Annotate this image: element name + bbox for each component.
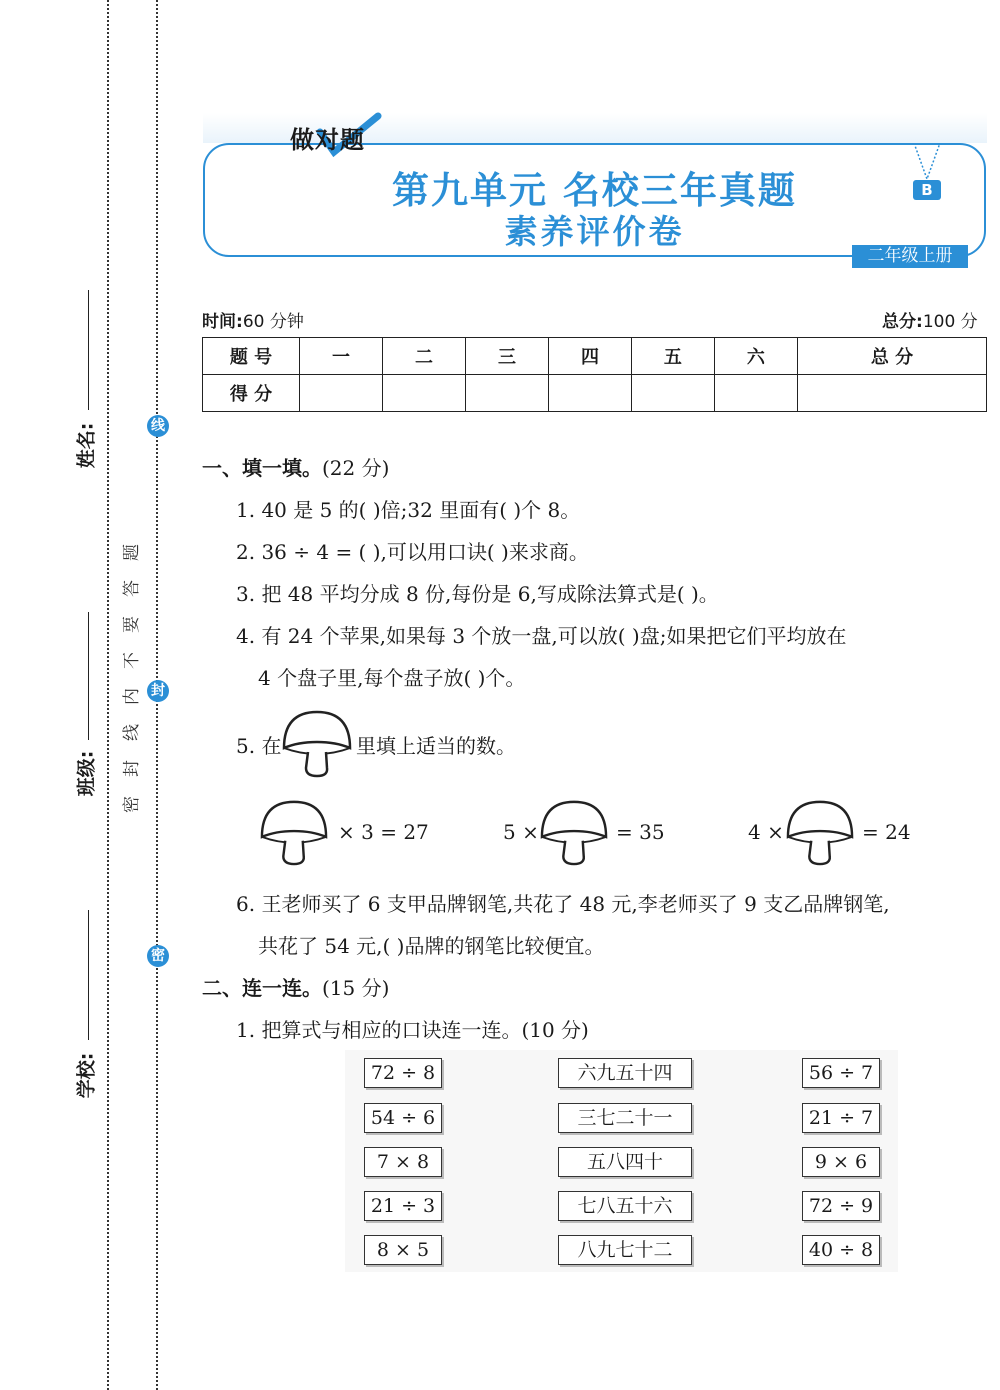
rhyme-box[interactable]: 六九五十四 [558, 1058, 692, 1088]
total-info [882, 307, 978, 332]
table-cell: 六 [714, 338, 797, 375]
right-expression-box[interactable]: 21 ÷ 7 [802, 1103, 880, 1133]
warning-char: 密 [121, 796, 142, 813]
question-2-1: 1. 把算式与相应的口诀连一连。(10 分) [236, 1018, 589, 1042]
binding-dotted-line-outer [107, 0, 109, 1390]
mushroom-answer-box[interactable] [258, 798, 330, 866]
warning-char: 线 [121, 724, 142, 741]
question-1-4-cont: 4 个盘子里,每个盘子放( )个。 [258, 666, 526, 690]
total-value: 100 分 [922, 312, 978, 332]
score-header-row [203, 338, 987, 375]
question-1-5-suffix: 里填上适当的数。 [356, 734, 516, 758]
question-1-2: 2. 36 ÷ 4 = ( ),可以用口诀( )来求商。 [236, 540, 589, 564]
score-cell[interactable] [465, 375, 548, 412]
question-1-5-prefix: 5. 在 [236, 734, 282, 758]
section-1-title: 一、填一填。 [202, 456, 322, 480]
page-subtitle: 素养评价卷 [504, 212, 685, 251]
time-value: 60 分钟 [242, 312, 304, 332]
section-1-heading [202, 452, 389, 481]
right-expression-box[interactable]: 9 × 6 [802, 1147, 880, 1177]
score-row [203, 375, 987, 412]
left-expression-box[interactable]: 72 ÷ 8 [364, 1058, 442, 1088]
warning-char: 内 [121, 688, 142, 705]
time-label: 时间: [202, 312, 243, 332]
school-label: 学校: [75, 1052, 98, 1099]
score-cell[interactable] [548, 375, 631, 412]
right-expression-box[interactable]: 72 ÷ 9 [802, 1191, 880, 1221]
school-field[interactable] [88, 910, 89, 1040]
right-expression-box[interactable]: 56 ÷ 7 [802, 1058, 880, 1088]
question-1-3: 3. 把 48 平均分成 8 份,每份是 6,写成除法算式是( )。 [236, 582, 719, 606]
equation-1: × 3 = 27 [338, 820, 429, 844]
table-cell: 题 号 [203, 338, 300, 375]
score-cell[interactable] [382, 375, 465, 412]
warning-char: 不 [121, 652, 142, 669]
page-title: 第九单元 名校三年真题 [392, 169, 797, 212]
score-table [202, 337, 987, 412]
equation-2-prefix: 5 × [503, 820, 539, 844]
table-cell: 五 [631, 338, 714, 375]
mushroom-icon [280, 708, 354, 778]
equation-3-prefix: 4 × [748, 820, 784, 844]
time-info [202, 307, 304, 332]
warning-char: 要 [121, 616, 142, 633]
score-cell[interactable] [631, 375, 714, 412]
table-cell: 四 [548, 338, 631, 375]
question-1-1: 1. 40 是 5 的( )倍;32 里面有( )个 8。 [236, 498, 581, 522]
mushroom-answer-box[interactable] [784, 798, 856, 866]
brand-logo: 做对题 [290, 126, 365, 154]
left-expression-box[interactable]: 7 × 8 [364, 1147, 442, 1177]
rhyme-box[interactable]: 三七二十一 [558, 1103, 692, 1133]
question-1-4: 4. 有 24 个苹果,如果每 3 个放一盘,可以放( )盘;如果把它们平均放在 [236, 624, 847, 648]
left-expression-box[interactable]: 54 ÷ 6 [364, 1103, 442, 1133]
equation-2-suffix: = 35 [616, 820, 665, 844]
name-field[interactable] [88, 290, 89, 410]
binding-warning [116, 540, 142, 817]
class-field[interactable] [88, 612, 89, 740]
version-badge: B [913, 180, 941, 200]
score-cell[interactable] [714, 375, 797, 412]
score-cell[interactable] [797, 375, 986, 412]
name-label: 姓名: [75, 422, 98, 469]
warning-char: 题 [121, 544, 142, 561]
left-expression-box[interactable]: 8 × 5 [364, 1235, 442, 1265]
table-cell: 一 [300, 338, 383, 375]
badge-hanger-icon [910, 143, 944, 181]
section-1-points: (22 分) [322, 456, 390, 480]
table-cell: 二 [382, 338, 465, 375]
rhyme-box[interactable]: 八九七十二 [558, 1235, 692, 1265]
grade-tab: 二年级上册 [852, 245, 968, 268]
seal-feng-icon: 封 [147, 680, 169, 702]
seal-line-icon: 线 [147, 415, 169, 437]
rhyme-box[interactable]: 七八五十六 [558, 1191, 692, 1221]
section-2-heading [202, 972, 389, 1001]
left-expression-box[interactable]: 21 ÷ 3 [364, 1191, 442, 1221]
warning-char: 答 [121, 580, 142, 597]
table-cell: 三 [465, 338, 548, 375]
table-cell: 得 分 [203, 375, 300, 412]
warning-char: 封 [121, 760, 142, 777]
right-expression-box[interactable]: 40 ÷ 8 [802, 1235, 880, 1265]
section-2-title: 二、连一连。 [202, 976, 322, 1000]
class-label: 班级: [75, 750, 98, 797]
mushroom-answer-box[interactable] [538, 798, 610, 866]
question-1-6: 6. 王老师买了 6 支甲品牌钢笔,共花了 48 元,李老师买了 9 支乙品牌钢笔, [236, 892, 890, 916]
question-1-6-cont: 共花了 54 元,( )品牌的钢笔比较便宜。 [258, 934, 605, 958]
rhyme-box[interactable]: 五八四十 [558, 1147, 692, 1177]
total-label: 总分: [882, 312, 923, 332]
seal-mi-icon: 密 [147, 945, 169, 967]
table-cell: 总 分 [797, 338, 986, 375]
equation-3-suffix: = 24 [862, 820, 911, 844]
score-cell[interactable] [300, 375, 383, 412]
section-2-points: (15 分) [322, 976, 390, 1000]
